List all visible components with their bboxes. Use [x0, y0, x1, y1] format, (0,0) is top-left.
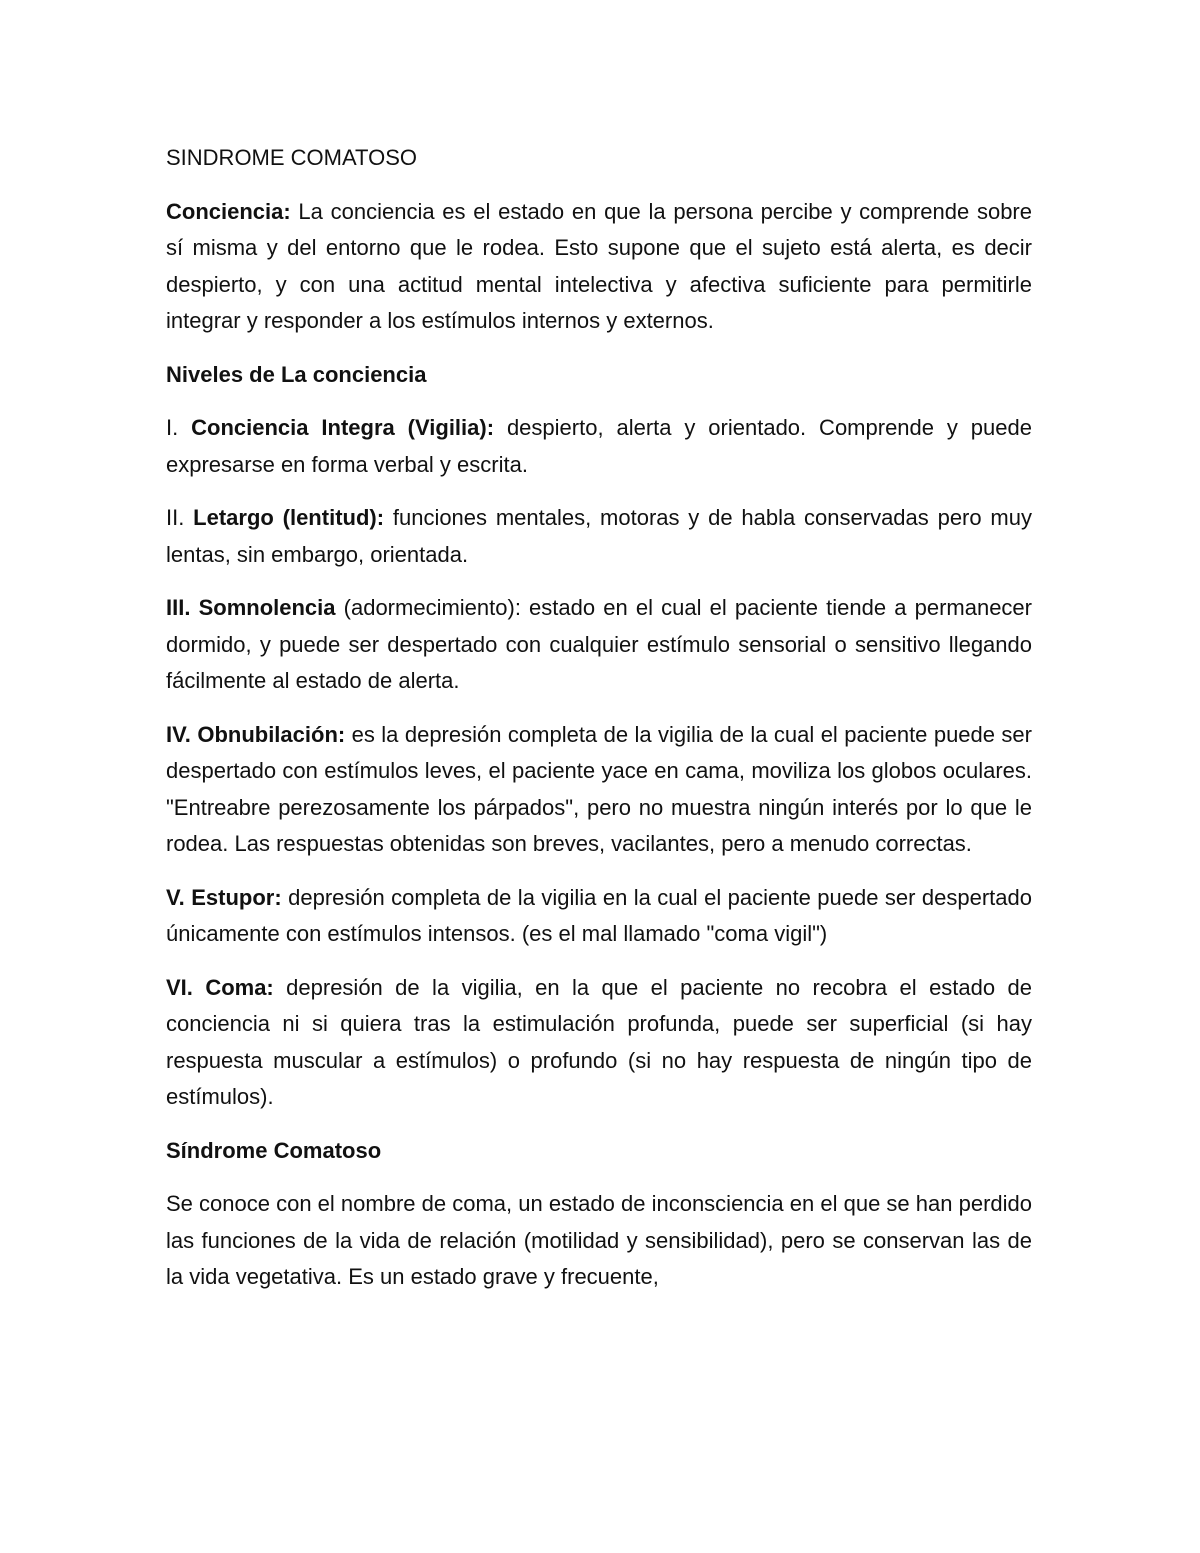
level-label: Coma: — [205, 974, 274, 1000]
level-separator: . — [184, 595, 199, 620]
level-item-1 — [166, 410, 1032, 483]
document-title: SINDROME COMATOSO — [166, 145, 417, 170]
level-separator: . — [178, 884, 192, 910]
level-separator: . — [178, 505, 194, 530]
level-text: (adormecimiento): estado en el cual el paciente tiende a permanecer dormido, y puede ser despertado con cualquier estímulo sensorial o sensitivo llegando fácilmente al estado de alerta. — [166, 595, 1032, 693]
level-label: Letargo (lentitud): — [193, 505, 385, 530]
level-separator: . — [184, 721, 198, 747]
level-item-3 — [166, 590, 1032, 700]
level-numeral: V — [166, 884, 179, 910]
level-text: depresión completa de la vigilia en la cual el paciente puede ser despertado únicamente con estímulos intensos. (es el mal llamado "coma vigil") — [166, 884, 1032, 946]
level-label: Estupor: — [191, 884, 282, 910]
level-label: Obnubilación: — [197, 721, 346, 747]
level-numeral: III — [166, 595, 185, 620]
level-numeral: II — [166, 505, 179, 530]
level-separator: . — [186, 974, 206, 1000]
document-page — [166, 140, 1032, 1313]
conciencia-text: La conciencia es el estado en que la persona percibe y comprende sobre sí misma y del entorno que le rodea. Esto supone que el sujeto está alerta, es decir despierto, y con una actitud mental intelectiva y afectiva suficiente para permitirle integrar y responder a los estímulos internos y externos. — [166, 198, 1032, 333]
conciencia-paragraph — [166, 194, 1032, 340]
level-item-5 — [166, 880, 1032, 953]
level-numeral: I — [166, 415, 173, 440]
level-item-2 — [166, 500, 1032, 573]
level-numeral: IV — [166, 721, 185, 747]
sindrome-heading: Síndrome Comatoso — [166, 1137, 382, 1163]
sindrome-paragraph: Se conoce con el nombre de coma, un estado de inconsciencia en el que se han perdido las funciones de la vida de relación (motilidad y sensibilidad), pero se conservan las de la vida vegetativa. Es un estado grave y frecuente, — [166, 1191, 1032, 1289]
level-text: funciones mentales, motoras y de habla conservadas pero muy lentas, sin embargo, orientada. — [166, 505, 1032, 567]
level-numeral: VI — [166, 974, 187, 1000]
level-label: Somnolencia — [198, 595, 336, 620]
level-text: depresión de la vigilia, en la que el paciente no recobra el estado de conciencia ni si quiera tras la estimulación profunda, puede ser superficial (si hay respuesta muscular a estímulos) o profundo (si no hay respuesta de ningún tipo de estímulos). — [166, 974, 1032, 1109]
level-separator: . — [172, 415, 192, 440]
level-label: Conciencia Integra (Vigilia): — [191, 415, 495, 440]
level-item-6 — [166, 970, 1032, 1116]
conciencia-label: Conciencia: — [166, 198, 291, 224]
level-item-4 — [166, 717, 1032, 863]
level-text: es la depresión completa de la vigilia de la cual el paciente puede ser despertado con estímulos leves, el paciente yace en cama, moviliza los globos oculares. "Entreabre perezosamente los párpados", pero no muestra ningún interés por lo que le rodea. Las respuestas obtenidas son breves, vacilantes, pero a menudo correctas. — [166, 721, 1032, 856]
niveles-heading: Niveles de La conciencia — [166, 361, 427, 387]
level-text: despierto, alerta y orientado. Comprende y puede expresarse en forma verbal y escrita. — [166, 415, 1032, 477]
